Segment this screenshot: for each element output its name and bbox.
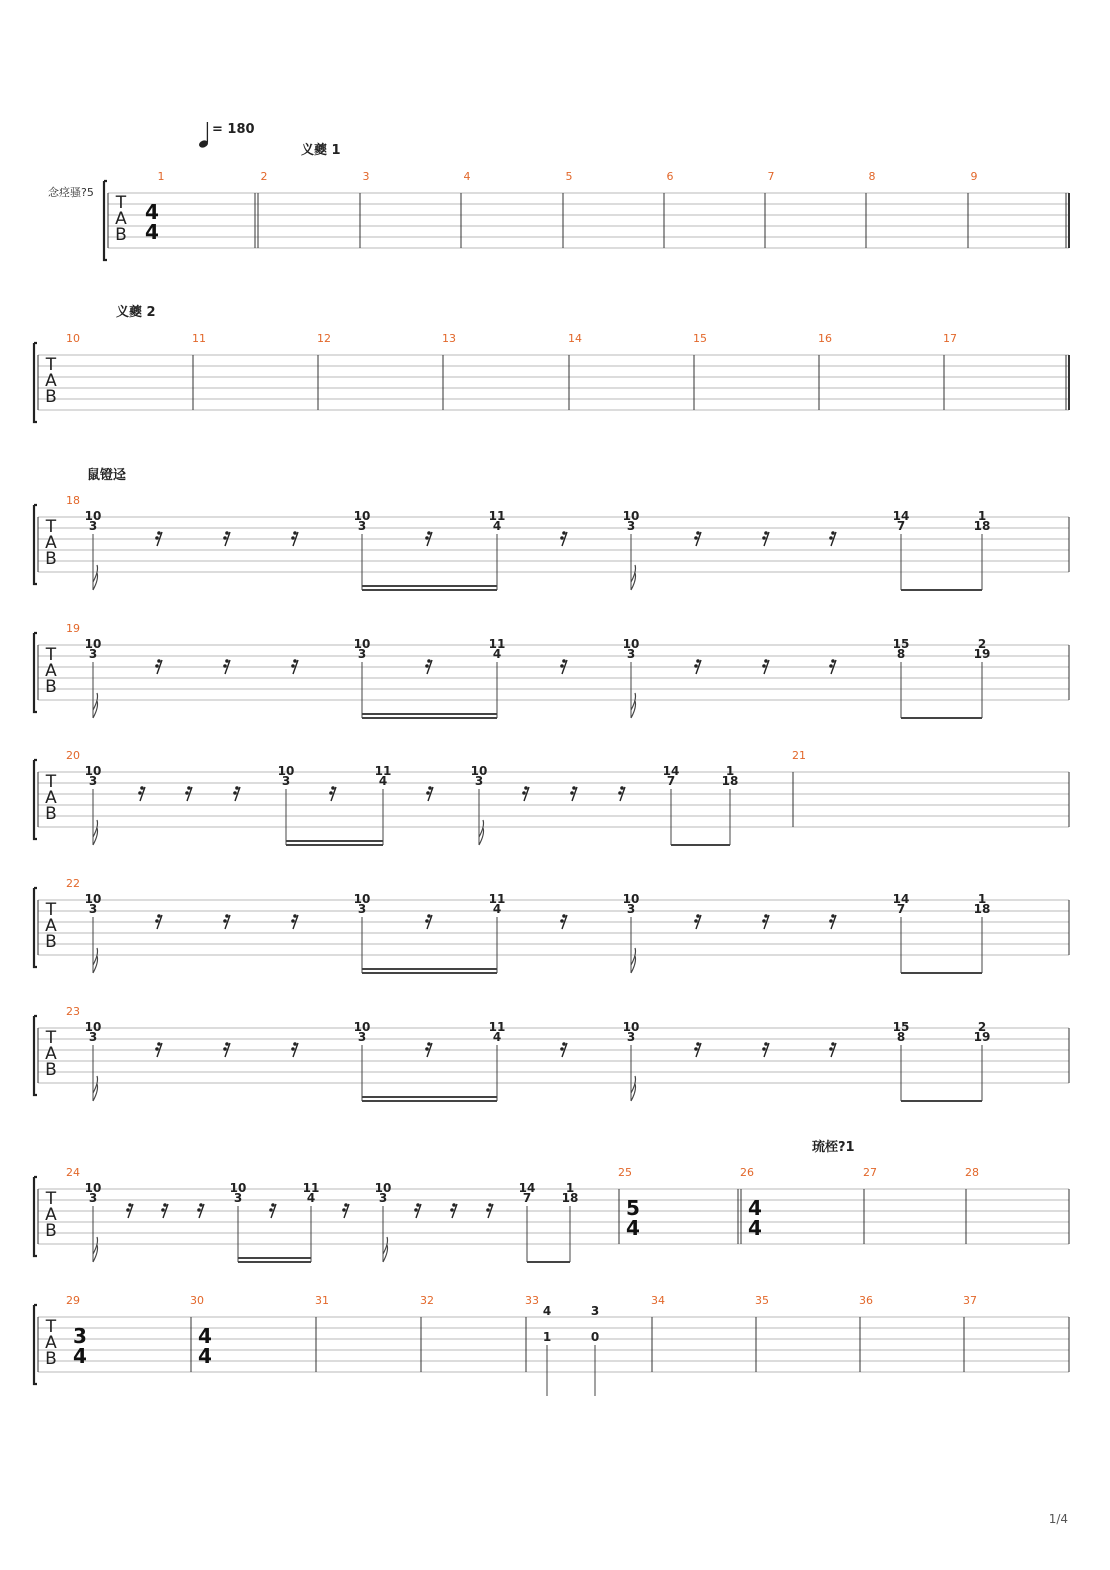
rest-dot: [560, 919, 564, 923]
tab-system: [34, 1016, 1069, 1101]
rest-dot: [271, 1203, 275, 1207]
rest-dot: [223, 664, 227, 668]
tab-clef-letter: T: [45, 900, 57, 920]
rest-dot: [426, 791, 430, 795]
tab-clef-letter: B: [45, 387, 57, 407]
fret-number: 3: [88, 902, 98, 916]
fret-number: 1: [725, 764, 735, 778]
fret-number: 11: [374, 764, 392, 778]
rest-dot: [291, 919, 295, 923]
rest-dot: [414, 1208, 418, 1212]
fret-number: 3: [281, 774, 291, 788]
time-signature-top: 4: [748, 1196, 762, 1220]
rest-dot: [293, 531, 297, 535]
fret-number: 7: [896, 902, 906, 916]
rest-dot: [293, 659, 297, 663]
bar-number: 36: [859, 1294, 873, 1307]
rest-dot: [562, 914, 566, 918]
rest-dot: [197, 1208, 201, 1212]
fret-number: 15: [892, 1020, 910, 1034]
rest-dot: [524, 786, 528, 790]
bar-number: 17: [943, 332, 957, 345]
bar-number: 37: [963, 1294, 977, 1307]
tab-system: [34, 760, 1069, 845]
track-name: 念痉骚?5: [48, 186, 94, 199]
tab-clef-letter: A: [45, 371, 57, 391]
tab-clef-letter: B: [45, 549, 57, 569]
fret-number: 10: [622, 637, 640, 651]
rest-dot: [762, 1047, 766, 1051]
fret-number: 3: [590, 1304, 600, 1318]
fret-number: 7: [896, 519, 906, 533]
rest-dot: [128, 1203, 132, 1207]
rest-dot: [694, 1047, 698, 1051]
tab-clef-letter: T: [45, 772, 57, 792]
rest-dot: [199, 1203, 203, 1207]
tab-clef-letter: T: [115, 193, 127, 213]
rest-dot: [293, 914, 297, 918]
fret-number: 10: [622, 509, 640, 523]
rest-dot: [425, 664, 429, 668]
tab-clef-letter: A: [45, 916, 57, 936]
bar-number: 30: [190, 1294, 204, 1307]
fret-number: 11: [488, 1020, 506, 1034]
tab-system: [34, 343, 1069, 422]
fret-number: 3: [378, 1191, 388, 1205]
time-signature-bottom: 4: [198, 1344, 212, 1368]
system-bracket: [34, 1016, 37, 1095]
tab-system: [104, 181, 1069, 260]
bar-number: 9: [970, 170, 978, 183]
bar-number: 10: [66, 332, 80, 345]
rest-dot: [762, 536, 766, 540]
tab-clef-letter: T: [45, 1317, 57, 1337]
rest-dot: [185, 791, 189, 795]
rest-dot: [560, 1047, 564, 1051]
bar-number: 24: [66, 1166, 80, 1179]
fret-number: 10: [470, 764, 488, 778]
fret-number: 1: [542, 1330, 552, 1344]
rest-dot: [831, 659, 835, 663]
rest-dot: [831, 1042, 835, 1046]
system-bracket: [34, 633, 37, 712]
fret-number: 7: [666, 774, 676, 788]
tab-clef-letter: B: [45, 804, 57, 824]
bar-number: 16: [818, 332, 832, 345]
tab-clef-letter: A: [45, 1044, 57, 1064]
fret-number: 10: [84, 1020, 102, 1034]
time-signature-top: 5: [626, 1196, 640, 1220]
tab-system: [34, 888, 1069, 973]
rest-dot: [570, 791, 574, 795]
time-signature-bottom: 4: [145, 220, 159, 244]
system-bracket: [34, 888, 37, 967]
tab-clef-letter: B: [115, 225, 127, 245]
tab-clef-letter: A: [45, 661, 57, 681]
rest-dot: [831, 531, 835, 535]
rest-dot: [291, 1047, 295, 1051]
tab-clef-letter: T: [45, 1189, 57, 1209]
rest-dot: [155, 919, 159, 923]
rest-dot: [155, 536, 159, 540]
fret-number: 14: [892, 509, 910, 523]
page-number: 1/4: [1048, 1512, 1068, 1526]
fret-number: 19: [973, 647, 991, 661]
bar-number: 34: [651, 1294, 665, 1307]
fret-number: 10: [84, 892, 102, 906]
rest-dot: [694, 919, 698, 923]
fret-number: 3: [233, 1191, 243, 1205]
fret-number: 10: [84, 637, 102, 651]
rest-dot: [342, 1208, 346, 1212]
rest-dot: [764, 1042, 768, 1046]
rest-dot: [829, 919, 833, 923]
bar-number: 19: [66, 622, 80, 635]
fret-number: 11: [302, 1181, 320, 1195]
system-bracket: [34, 760, 37, 839]
bar-number: 20: [66, 749, 80, 762]
rest-dot: [140, 786, 144, 790]
rest-dot: [223, 919, 227, 923]
rest-dot: [560, 536, 564, 540]
fret-number: 10: [84, 764, 102, 778]
rest-dot: [427, 914, 431, 918]
rest-dot: [829, 664, 833, 668]
section-label: 义夔 2: [116, 305, 156, 320]
fret-number: 3: [626, 1030, 636, 1044]
rest-dot: [428, 786, 432, 790]
rest-dot: [225, 914, 229, 918]
bar-number: 22: [66, 877, 80, 890]
rest-dot: [235, 786, 239, 790]
fret-number: 3: [357, 902, 367, 916]
rest-dot: [126, 1208, 130, 1212]
bar-number: 15: [693, 332, 707, 345]
rest-dot: [291, 536, 295, 540]
tab-clef-letter: B: [45, 677, 57, 697]
fret-number: 4: [492, 1030, 502, 1044]
rest-dot: [620, 786, 624, 790]
rest-dot: [223, 1047, 227, 1051]
rest-dot: [225, 1042, 229, 1046]
fret-number: 10: [277, 764, 295, 778]
bar-number: 4: [463, 170, 471, 183]
rest-dot: [696, 659, 700, 663]
rest-dot: [157, 914, 161, 918]
rest-dot: [762, 919, 766, 923]
bar-number: 26: [740, 1166, 754, 1179]
tempo-value: = 180: [212, 122, 255, 137]
tab-clef-letter: A: [45, 1205, 57, 1225]
rest-dot: [225, 659, 229, 663]
tab-clef-letter: T: [45, 355, 57, 375]
fret-number: 2: [977, 1020, 987, 1034]
system-bracket: [34, 505, 37, 584]
tab-clef-letter: A: [45, 788, 57, 808]
rest-dot: [157, 531, 161, 535]
bar-number: 23: [66, 1005, 80, 1018]
time-signature-bottom: 4: [748, 1216, 762, 1240]
section-label: 琉桎?1: [812, 1140, 855, 1155]
fret-number: 4: [492, 519, 502, 533]
tab-clef-letter: B: [45, 932, 57, 952]
rest-dot: [416, 1203, 420, 1207]
bar-number: 2: [260, 170, 268, 183]
rest-dot: [291, 664, 295, 668]
fret-number: 10: [622, 892, 640, 906]
rest-dot: [187, 786, 191, 790]
tab-system: [34, 1177, 1069, 1262]
bar-number: 25: [618, 1166, 632, 1179]
rest-dot: [829, 1047, 833, 1051]
rest-dot: [425, 1047, 429, 1051]
fret-number: 19: [973, 1030, 991, 1044]
rest-dot: [329, 791, 333, 795]
fret-number: 10: [353, 1020, 371, 1034]
rest-dot: [161, 1208, 165, 1212]
rest-dot: [223, 536, 227, 540]
fret-number: 15: [892, 637, 910, 651]
fret-number: 18: [721, 774, 739, 788]
bar-number: 21: [792, 749, 806, 762]
bar-number: 7: [767, 170, 775, 183]
bar-number: 11: [192, 332, 206, 345]
rest-dot: [269, 1208, 273, 1212]
rest-dot: [427, 1042, 431, 1046]
fret-number: 8: [896, 647, 906, 661]
fret-number: 4: [378, 774, 388, 788]
bar-number: 35: [755, 1294, 769, 1307]
fret-number: 1: [977, 892, 987, 906]
fret-number: 3: [88, 774, 98, 788]
bar-number: 27: [863, 1166, 877, 1179]
fret-number: 10: [229, 1181, 247, 1195]
rest-dot: [344, 1203, 348, 1207]
system-bracket: [104, 181, 107, 260]
fret-number: 10: [353, 637, 371, 651]
rest-dot: [488, 1203, 492, 1207]
rest-dot: [572, 786, 576, 790]
fret-number: 3: [626, 902, 636, 916]
fret-number: 10: [374, 1181, 392, 1195]
fret-number: 10: [84, 1181, 102, 1195]
bar-number: 31: [315, 1294, 329, 1307]
fret-number: 4: [492, 902, 502, 916]
rest-dot: [157, 659, 161, 663]
tab-system: [34, 1305, 1069, 1396]
rest-dot: [452, 1203, 456, 1207]
fret-number: 3: [626, 519, 636, 533]
rest-dot: [762, 664, 766, 668]
time-signature-top: 4: [198, 1324, 212, 1348]
tab-system: [34, 505, 1069, 590]
rest-dot: [427, 659, 431, 663]
fret-number: 3: [88, 1191, 98, 1205]
rest-dot: [560, 664, 564, 668]
rest-dot: [696, 1042, 700, 1046]
fret-number: 14: [892, 892, 910, 906]
system-bracket: [34, 1177, 37, 1256]
fret-number: 1: [977, 509, 987, 523]
rest-dot: [486, 1208, 490, 1212]
rest-dot: [696, 531, 700, 535]
fret-number: 18: [973, 519, 991, 533]
fret-number: 3: [88, 1030, 98, 1044]
rest-dot: [293, 1042, 297, 1046]
fret-number: 10: [353, 509, 371, 523]
tab-clef-letter: T: [45, 1028, 57, 1048]
fret-number: 11: [488, 509, 506, 523]
rest-dot: [694, 536, 698, 540]
fret-number: 14: [518, 1181, 536, 1195]
rest-dot: [522, 791, 526, 795]
rest-dot: [562, 659, 566, 663]
tab-clef-letter: B: [45, 1060, 57, 1080]
rest-dot: [764, 659, 768, 663]
rest-dot: [425, 536, 429, 540]
system-bracket: [34, 1305, 37, 1384]
bar-number: 5: [565, 170, 573, 183]
time-signature-bottom: 4: [626, 1216, 640, 1240]
bar-number: 6: [666, 170, 674, 183]
section-label: 鼠镫迳: [87, 468, 127, 483]
bar-number: 14: [568, 332, 582, 345]
rest-dot: [155, 664, 159, 668]
bar-number: 3: [362, 170, 370, 183]
rest-dot: [163, 1203, 167, 1207]
rest-dot: [764, 531, 768, 535]
fret-number: 10: [84, 509, 102, 523]
fret-number: 4: [306, 1191, 316, 1205]
bar-number: 32: [420, 1294, 434, 1307]
rest-dot: [831, 914, 835, 918]
bar-number: 8: [868, 170, 876, 183]
fret-number: 18: [561, 1191, 579, 1205]
tab-clef-letter: T: [45, 645, 57, 665]
bar-number: 28: [965, 1166, 979, 1179]
tab-clef-letter: A: [115, 209, 127, 229]
fret-number: 11: [488, 892, 506, 906]
fret-number: 3: [88, 519, 98, 533]
section-label: 义夔 1: [301, 143, 341, 158]
bar-number: 29: [66, 1294, 80, 1307]
fret-number: 4: [492, 647, 502, 661]
tab-clef-letter: B: [45, 1349, 57, 1369]
fret-number: 3: [357, 1030, 367, 1044]
fret-number: 4: [542, 1304, 552, 1318]
fret-number: 3: [626, 647, 636, 661]
bar-number: 18: [66, 494, 80, 507]
rest-dot: [233, 791, 237, 795]
tab-system: [34, 633, 1069, 718]
rest-dot: [331, 786, 335, 790]
fret-number: 3: [357, 647, 367, 661]
fret-number: 10: [622, 1020, 640, 1034]
fret-number: 8: [896, 1030, 906, 1044]
rest-dot: [425, 919, 429, 923]
fret-number: 11: [488, 637, 506, 651]
tab-clef-letter: A: [45, 1333, 57, 1353]
time-signature-top: 3: [73, 1324, 87, 1348]
fret-number: 10: [353, 892, 371, 906]
bar-number: 12: [317, 332, 331, 345]
rest-dot: [562, 531, 566, 535]
rest-dot: [138, 791, 142, 795]
fret-number: 7: [522, 1191, 532, 1205]
time-signature-top: 4: [145, 200, 159, 224]
bar-number: 1: [157, 170, 165, 183]
rest-dot: [694, 664, 698, 668]
fret-number: 0: [590, 1330, 600, 1344]
rest-dot: [155, 1047, 159, 1051]
tab-clef-letter: T: [45, 517, 57, 537]
rest-dot: [618, 791, 622, 795]
rest-dot: [427, 531, 431, 535]
bar-number: 33: [525, 1294, 539, 1307]
system-bracket: [34, 343, 37, 422]
tab-clef-letter: A: [45, 533, 57, 553]
bar-number: 13: [442, 332, 456, 345]
rest-dot: [450, 1208, 454, 1212]
fret-number: 3: [88, 647, 98, 661]
fret-number: 1: [565, 1181, 575, 1195]
rest-dot: [764, 914, 768, 918]
rest-dot: [696, 914, 700, 918]
rest-dot: [829, 536, 833, 540]
fret-number: 18: [973, 902, 991, 916]
fret-number: 3: [357, 519, 367, 533]
rest-dot: [225, 531, 229, 535]
tab-clef-letter: B: [45, 1221, 57, 1241]
rest-dot: [157, 1042, 161, 1046]
fret-number: 2: [977, 637, 987, 651]
rest-dot: [562, 1042, 566, 1046]
time-signature-bottom: 4: [73, 1344, 87, 1368]
fret-number: 14: [662, 764, 680, 778]
fret-number: 3: [474, 774, 484, 788]
